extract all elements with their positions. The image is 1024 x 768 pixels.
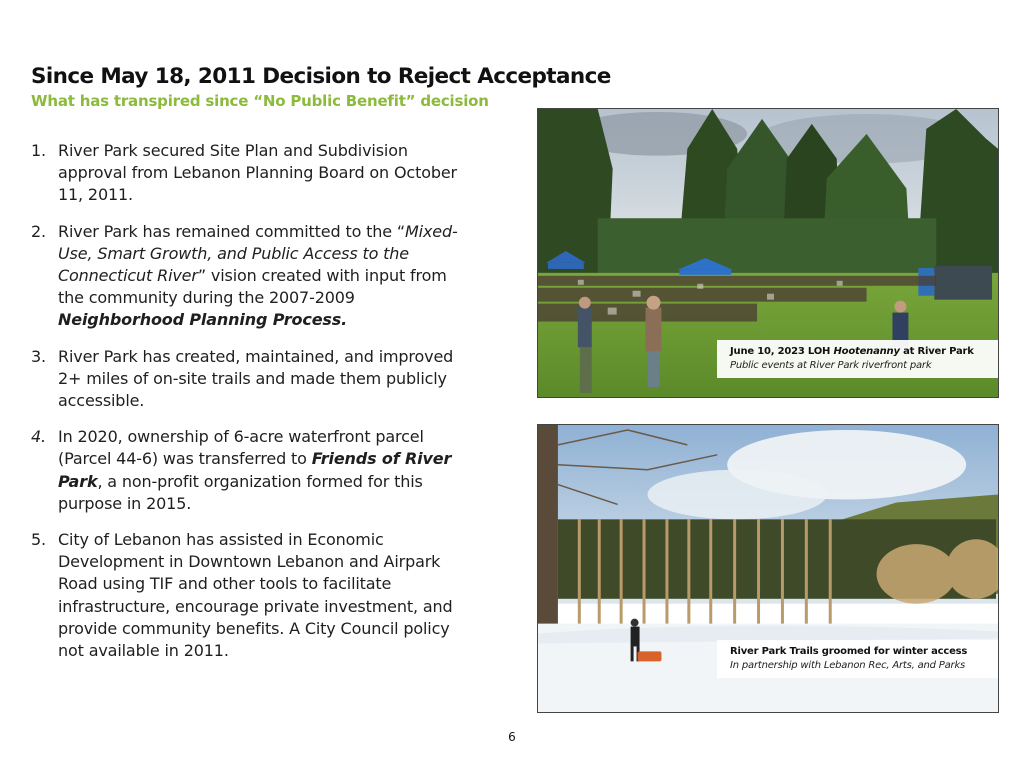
item-text: [58, 426, 461, 515]
photo-caption: [717, 340, 998, 378]
item-text: River Park has created, maintained, and improved 2+ miles of on-site trails and made them publicly accessible.: [58, 346, 454, 411]
item-text: [58, 221, 461, 332]
item-number: 3.: [31, 346, 46, 366]
list-item: [31, 426, 461, 515]
page-number: 6: [508, 730, 516, 744]
item-text-end: , a non-profit organization formed for this purpose in 2015.: [58, 471, 423, 513]
item-text-italic: Mixed-Use, Smart Growth, and Public Access to the Connecticut River: [58, 221, 458, 286]
list-item: [31, 346, 461, 413]
hootenanny-photo: [537, 108, 999, 398]
photo-caption: [717, 640, 998, 678]
item-text-bold-italic: Neighborhood Planning Process.: [58, 310, 348, 330]
item-text: River Park secured Site Plan and Subdivision approval from Lebanon Planning Board on October 11, 2011.: [58, 141, 457, 205]
item-text-start: River Park has remained committed to the “: [58, 221, 406, 241]
caption-title-italic: Hootenanny: [833, 346, 900, 357]
item-number: 5.: [31, 530, 46, 550]
caption-subtitle: In partnership with Lebanon Rec, Arts, and Parks: [730, 660, 966, 671]
caption-subtitle: Public events at River Park riverfront park: [730, 360, 932, 371]
item-text-middle: ” vision created with input from the community during the 2007-2009: [58, 266, 447, 308]
item-text-start: In 2020, ownership of 6-acre waterfront parcel (Parcel 44-6) was transferred to: [58, 427, 424, 469]
caption-title: River Park Trails groomed for winter access: [730, 646, 968, 657]
list-item: [31, 221, 461, 332]
caption-title-start: June 10, 2023 LOH: [730, 346, 834, 357]
slide-subtitle: What has transpired since “No Public Benefit” decision: [31, 92, 489, 110]
caption-title: [730, 345, 988, 359]
item-number: 1.: [31, 141, 46, 160]
list-item: [31, 140, 461, 207]
caption-title-end: at River Park: [899, 346, 974, 357]
slide-title: Since May 18, 2011 Decision to Reject Acceptance: [31, 64, 611, 89]
item-text-bold-italic: Friends of River Park: [58, 449, 452, 491]
item-number: 4.: [31, 427, 46, 447]
winter-trails-photo: [537, 424, 999, 713]
list-item: [31, 529, 461, 662]
item-number: 2.: [31, 221, 46, 241]
decision-list: [31, 140, 461, 676]
item-text: City of Lebanon has assisted in Economic Development in Downtown Lebanon and Airpark Road using TIF and other tools to facilitate infrastructure, encourage private investment, and provide community benefits. A City Council policy not available in 2011.: [58, 530, 453, 661]
